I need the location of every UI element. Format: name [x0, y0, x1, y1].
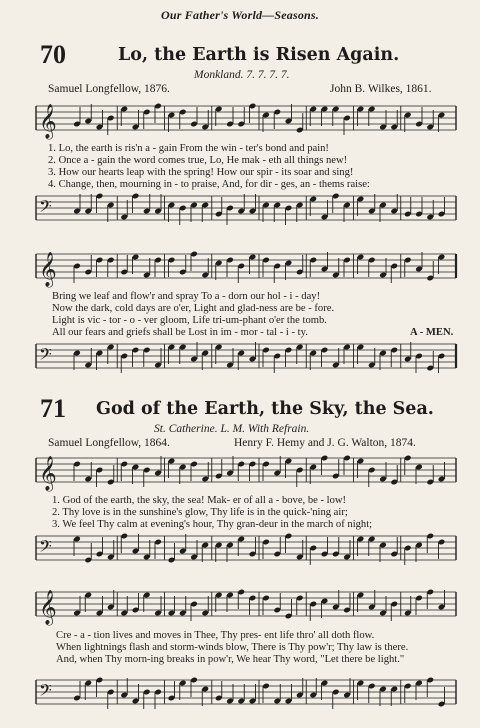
section-header: Our Father's World—Seasons. [160, 8, 319, 22]
hymn-70-system-1-bass-staff [36, 190, 456, 230]
hymn-71-system-2-treble-staff [36, 586, 456, 626]
hymn-70-amen: A - MEN. [410, 327, 454, 338]
hymn-71-title: God of the Earth, the Sky, the Sea. [96, 399, 434, 419]
notation [39, 251, 445, 288]
treble-clef-icon: 𝄞 [39, 456, 57, 491]
hymn-71-number: 71 [40, 394, 66, 423]
treble-clef-icon: 𝄞 [39, 590, 57, 625]
hymn-70-system-2-bass-staff [36, 338, 456, 378]
hymn-71-verse-1-line-1: 1. God of the earth, the sky, the sea! Mak- er of all a - bove, be - low! [52, 495, 347, 506]
hymn-70-verse-3-line-1: 3. How our hearts leap with the spring! How our spir - its soar and sing! [48, 167, 354, 178]
hymn-70-verse-4-line-1: 4. Change, then, mourning in - to praise, And, for dir - ges, an - thems raise: [48, 179, 370, 190]
hymn-71-system-1-treble-staff [36, 452, 456, 492]
notation [39, 455, 445, 492]
treble-clef-icon: 𝄞 [39, 104, 57, 139]
hymn-71-system-1-bass-staff [36, 530, 456, 570]
hymn-71-verse-3-line-1: 3. We feel Thy calm at evening's hour, Thy gran-deur in the march of night; [52, 519, 373, 530]
hymn-70-verse-2-line-1: 2. Once a - gain the word comes true, Lo, He mak - eth all things new! [48, 155, 348, 166]
hymn-70-verse-4-line-2: All our fears and griefs shall be Lost in im - mor - tal - i - ty. [52, 327, 308, 338]
hymn-70-verse-1-line-2: Bring we leaf and flow'r and spray To a - dorn our hol - i - day! [52, 291, 321, 302]
bass-clef-icon: 𝄢 [39, 536, 52, 560]
hymn-70-system-1-treble-staff [36, 100, 456, 140]
hymn-70-number: 70 [40, 40, 66, 69]
bass-clef-icon: 𝄢 [39, 680, 52, 704]
hymn-70-music-credit: John B. Wilkes, 1861. [330, 83, 432, 95]
hymn-71-verse-2-line-2: When lightnings flash and storm-winds blow, There is Thy pow'r; Thy law is there. [56, 642, 409, 653]
notation [39, 103, 445, 140]
hymn-70-verse-3-line-2: Light is vic - tor - o - ver gloom, Life tri-um-phant o'er the tomb. [52, 315, 327, 326]
hymn-70-verse-2-line-2: Now the dark, cold days are o'er, Light and glad-ness are be - fore. [52, 303, 335, 314]
hymn-71-system-2-bass-staff [36, 674, 456, 714]
hymn-71-verse-2-line-1: 2. Thy love is in the sunshine's glow, Thy life is in the quick-'ning air; [52, 507, 348, 518]
treble-clef-icon: 𝄞 [39, 252, 57, 287]
hymn-70-tune: Monkland. 7. 7. 7. 7. [194, 69, 290, 81]
hymn-71-verse-1-line-2: Cre - a - tion lives and moves in Thee, Thy pres- ent life thro' all doth flow. [56, 630, 375, 641]
bass-clef-icon: 𝄢 [39, 196, 52, 220]
hymn-71-verse-3-line-2: And, when Thy morn-ing breaks in pow'r, We hear Thy word, "Let there be light." [56, 654, 405, 665]
hymn-70-system-2-treble-staff [36, 248, 456, 288]
hymn-70-title: Lo, the Earth is Risen Again. [118, 45, 400, 65]
hymn-71-music-credit: Henry F. Hemy and J. G. Walton, 1874. [234, 437, 416, 449]
hymn-71-tune: St. Catherine. L. M. With Refrain. [154, 423, 310, 435]
hymn-70-words-credit: Samuel Longfellow, 1876. [48, 83, 170, 95]
hymn-70-verse-1-line-1: 1. Lo, the earth is ris'n a - gain From the win - ter's bond and pain! [48, 143, 329, 154]
notation [39, 589, 445, 626]
hymn-71-words-credit: Samuel Longfellow, 1864. [48, 437, 170, 449]
bass-clef-icon: 𝄢 [39, 344, 52, 368]
